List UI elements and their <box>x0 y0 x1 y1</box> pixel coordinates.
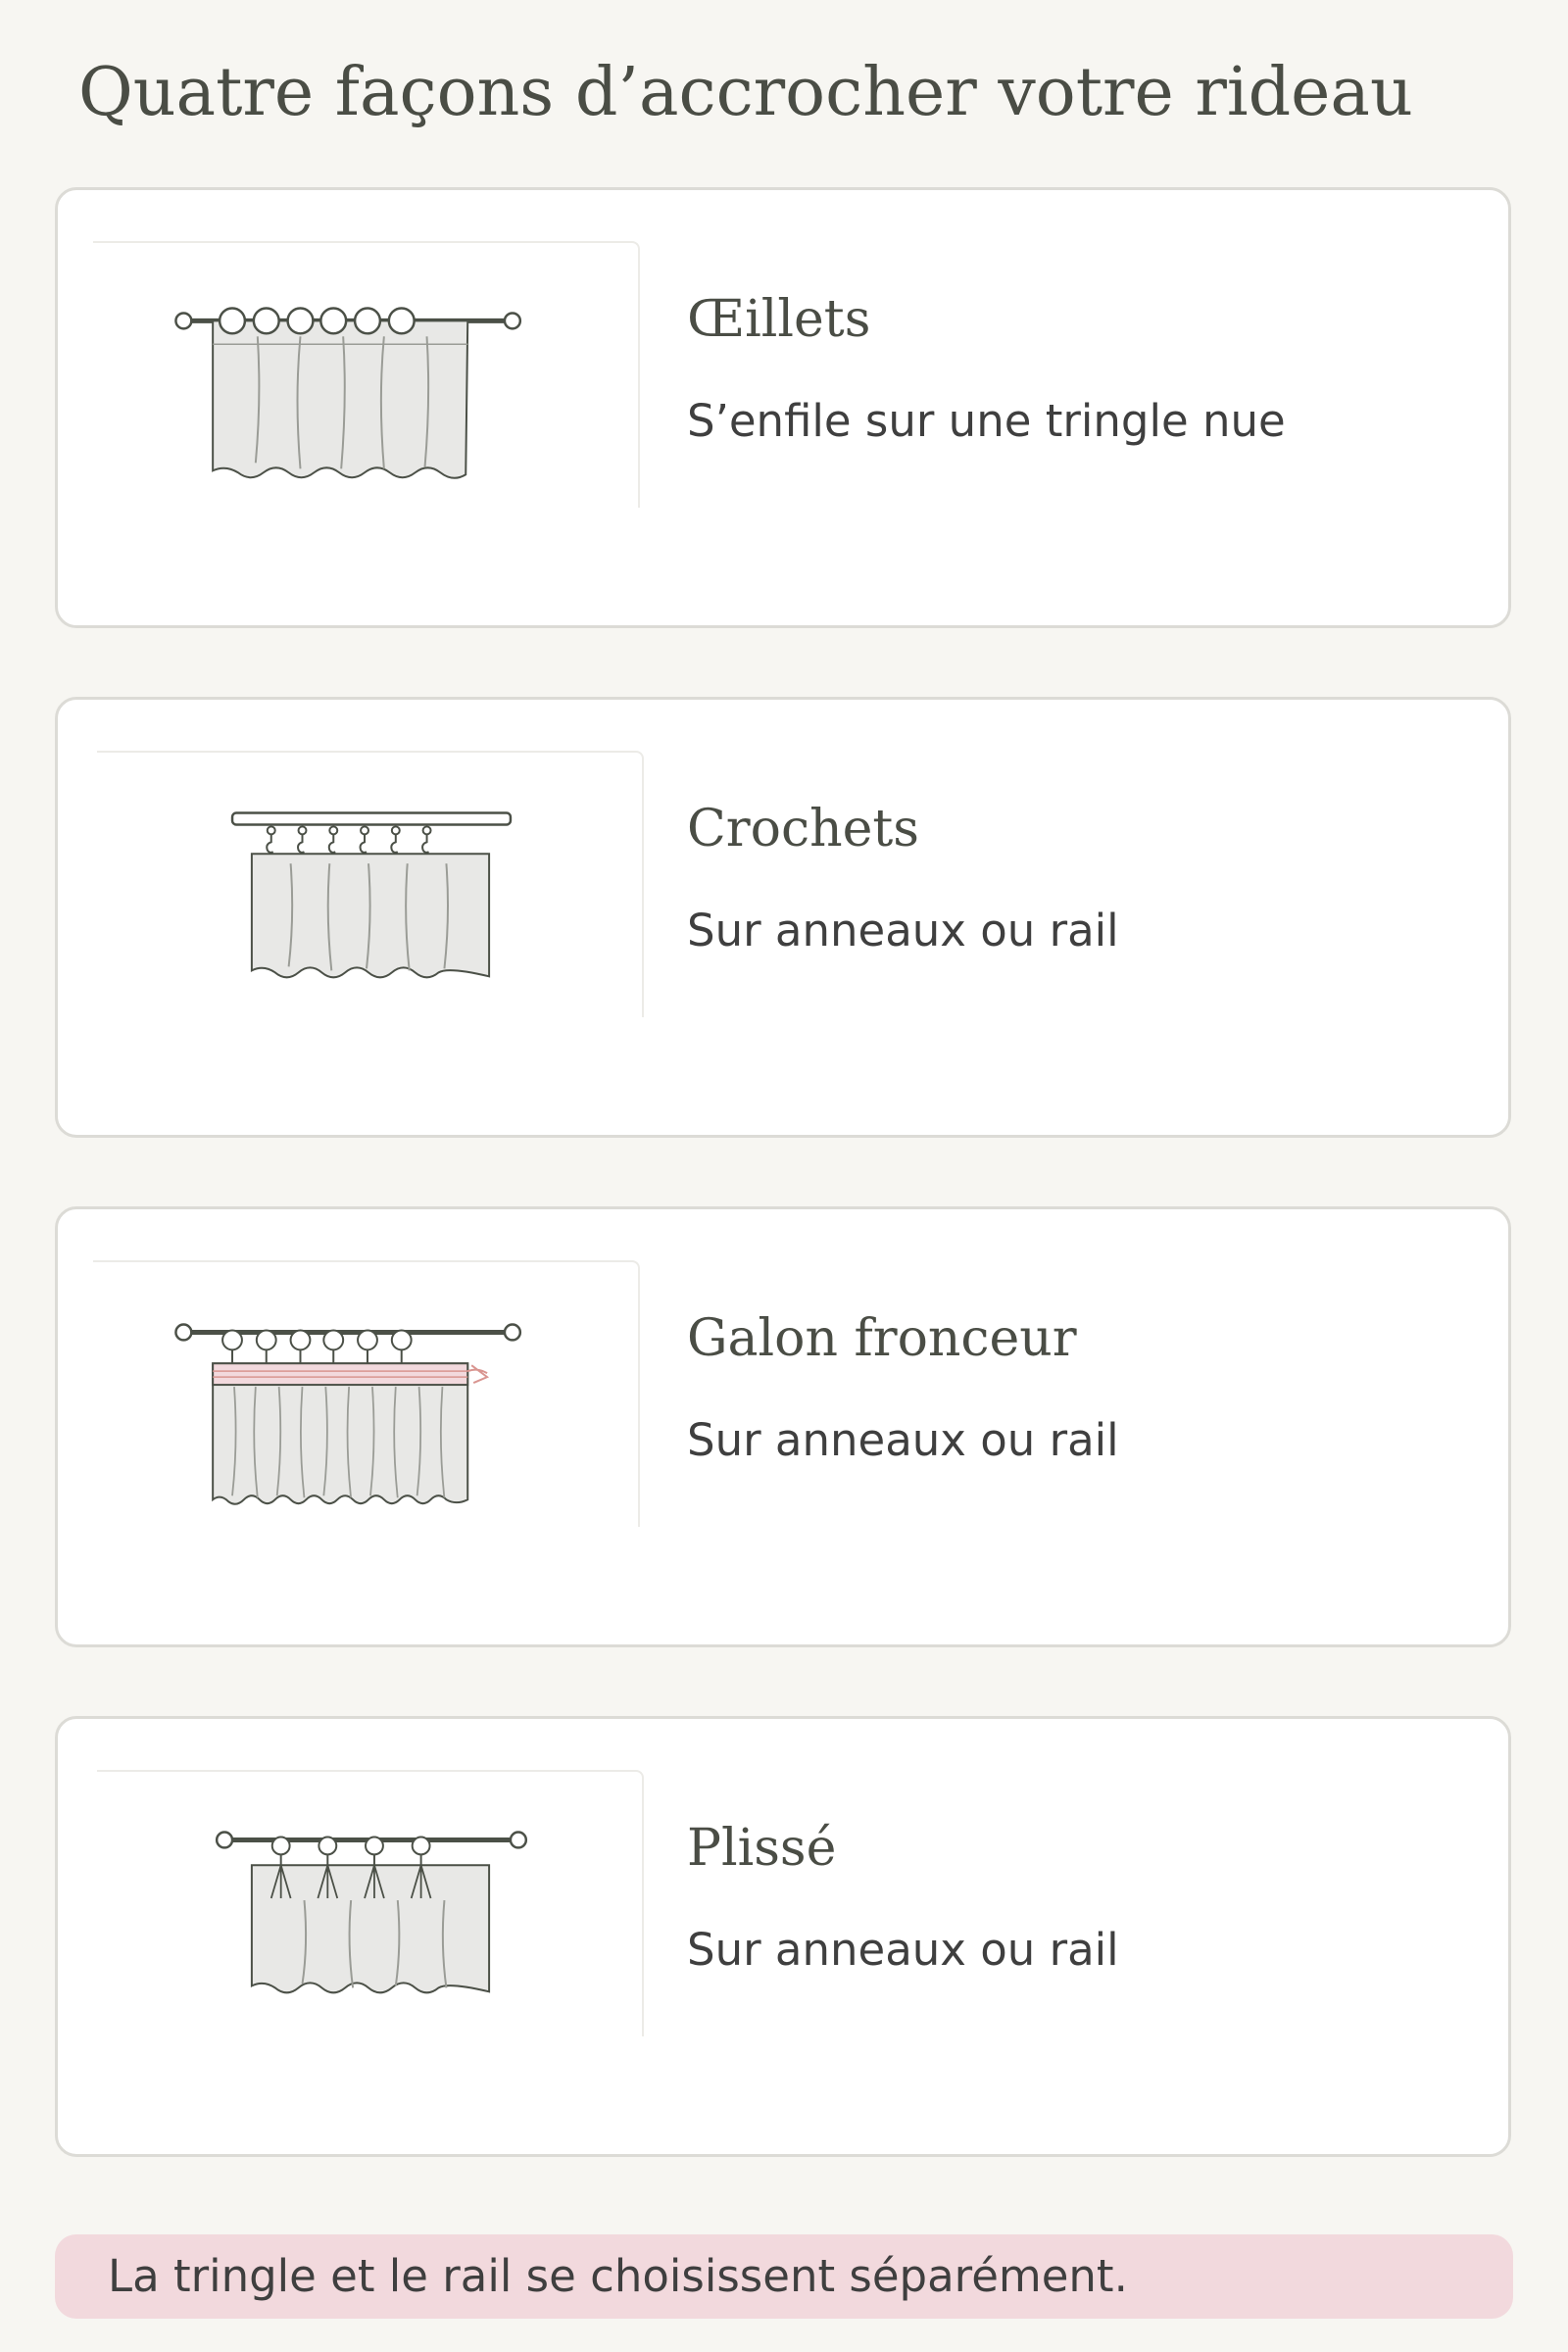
page-title: Quatre façons d’accrocher votre rideau <box>78 54 1413 131</box>
option-card-plisse[interactable] <box>55 1716 1511 2157</box>
grommet-curtain-icon <box>93 241 640 508</box>
option-description: Sur anneaux ou rail <box>687 1414 1119 1466</box>
option-title: Plissé <box>687 1819 837 1878</box>
option-title: Œillets <box>687 290 871 349</box>
info-note: La tringle et le rail se choisissent séparément. <box>55 2234 1513 2319</box>
gathering-tape-curtain-icon <box>93 1260 640 1527</box>
pleated-curtain-icon <box>97 1770 644 2036</box>
option-description: Sur anneaux ou rail <box>687 905 1119 956</box>
option-description: S’enfile sur une tringle nue <box>687 395 1286 447</box>
option-title: Galon fronceur <box>687 1309 1077 1368</box>
option-card-crochets[interactable] <box>55 697 1511 1138</box>
option-card-oeillets[interactable] <box>55 187 1511 628</box>
option-description: Sur anneaux ou rail <box>687 1924 1119 1976</box>
hook-curtain-icon <box>97 751 644 1017</box>
option-title: Crochets <box>687 800 919 858</box>
option-card-galon-fronceur[interactable] <box>55 1206 1511 1647</box>
